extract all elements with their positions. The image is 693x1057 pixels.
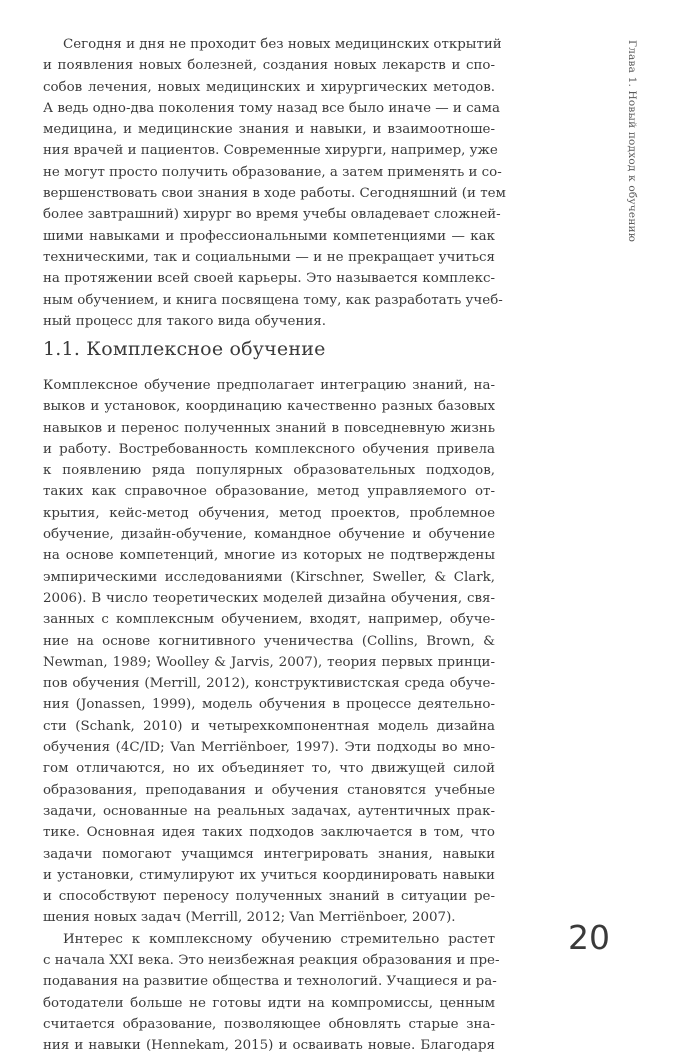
text-line: ботодатели больше не готовы идти на компромиссы, ценным [43,995,495,1011]
text-line: ние на основе когнитивного ученичества (Collins, Brown, & [43,633,495,649]
text-line: Сегодня и дня не проходит без новых медицинских открытий [63,37,502,52]
text-line: ния (Jonassen, 1999), модель обучения в процессе деятельно- [43,697,495,713]
text-line: медицина, и медицинские знания и навыки, и взаимоотноше- [43,122,495,138]
page-number: 20 [568,918,610,957]
text-line: к появлению ряда популярных образовательных подходов, [43,463,495,479]
text-line: вершенствовать свои знания в ходе работы. Сегодняшний (и тем [43,186,506,202]
text-line: ный процесс для такого вида обучения. [43,313,327,329]
text-line: крытия, кейс-метод обучения, метод проектов, проблемное [43,505,495,521]
text-line: задачи помогают учащимся интегрировать знания, навыки [43,846,495,862]
text-line: на протяжении всей своей карьеры. Это называется комплекс- [43,271,495,287]
text-line: гом отличаются, но их объединяет то, что движущей силой [43,761,495,777]
text-line: шими навыками и профессиональными компетенциями — как [43,228,495,244]
section-heading: 1.1. Комплексное обучение [43,338,326,360]
text-line: и работу. Востребованность комплексного обучения привела [43,441,495,457]
text-line: задачи, основанные на реальных задачах, аутентичных прак- [43,803,495,819]
running-head: Глава 1. Новый подход к обучению [626,40,638,243]
text-line: ным обучением, и книга посвящена тому, как разработать учеб- [43,292,503,308]
text-line: не могут просто получить образование, а затем применять и со- [43,164,502,180]
text-line: навыков и перенос полученных знаний в повседневную жизнь [43,420,495,436]
text-line: техническими, так и социальными — и не прекращает учиться [43,249,495,265]
text-line: собов лечения, новых медицинских и хирургических методов. [43,79,495,95]
text-line: выков и установок, координацию качественно разных базовых [43,399,495,415]
text-line: с начала XXI века. Это неизбежная реакция образования и пре- [43,953,500,969]
text-line: обучение, дизайн-обучение, командное обучение и обучение [43,527,495,543]
text-line: 2006). В число теоретических моделей дизайна обучения, свя- [43,590,495,606]
text-line: А ведь одно-два поколения тому назад все было иначе — и сама [43,100,500,116]
text-line: таких как справочное образование, метод управляемого от- [43,484,495,500]
text-line: Комплексное обучение предполагает интеграцию знаний, на- [43,378,495,393]
text-line: на основе компетенций, многие из которых не подтверждены [43,548,495,564]
text-line: сти (Schank, 2010) и четырехкомпонентная модель дизайна [43,718,495,734]
text-line: ния врачей и пациентов. Современные хирурги, например, уже [43,143,498,159]
text-line: Интерес к комплексному обучению стремительно растет [63,931,495,947]
text-line: и установки, стимулируют их учиться координировать навыки [43,867,495,883]
section-body [43,375,500,1057]
text-line: тике. Основная идея таких подходов заключается в том, что [43,825,495,841]
text-line: занных с комплексным обучением, входят, например, обуче- [43,612,495,628]
text-line: Newman, 1989; Woolley & Jarvis, 2007), теория первых принци- [43,654,495,670]
text-line: пов обучения (Merrill, 2012), конструктивистская среда обуче- [43,676,495,692]
text-line: ния и навыки (Hennekam, 2015) и осваивать новые. Благодаря [43,1038,495,1054]
text-line: считается образование, позволяющее обновлять старые зна- [43,1016,495,1032]
text-line: обучения (4C/ID; Van Merriënboer, 1997). Эти подходы во мно- [43,740,495,756]
text-line: эмпирическими исследованиями (Kirschner, Sweller, & Clark, [43,569,495,585]
text-line: подавания на развитие общества и технологий. Учащиеся и ра- [43,974,497,990]
intro-paragraph [43,34,506,332]
text-line: более завтрашний) хирург во время учебы овладевает сложней- [43,207,501,223]
text-line: шения новых задач (Merrill, 2012; Van Merriënboer, 2007). [43,910,456,926]
text-line: образования, преподавания и обучения становятся учебные [43,782,495,798]
text-line: и появления новых болезней, создания новых лекарств и спо- [43,58,495,74]
text-line: и способствуют переносу полученных знаний в ситуации ре- [43,889,495,905]
